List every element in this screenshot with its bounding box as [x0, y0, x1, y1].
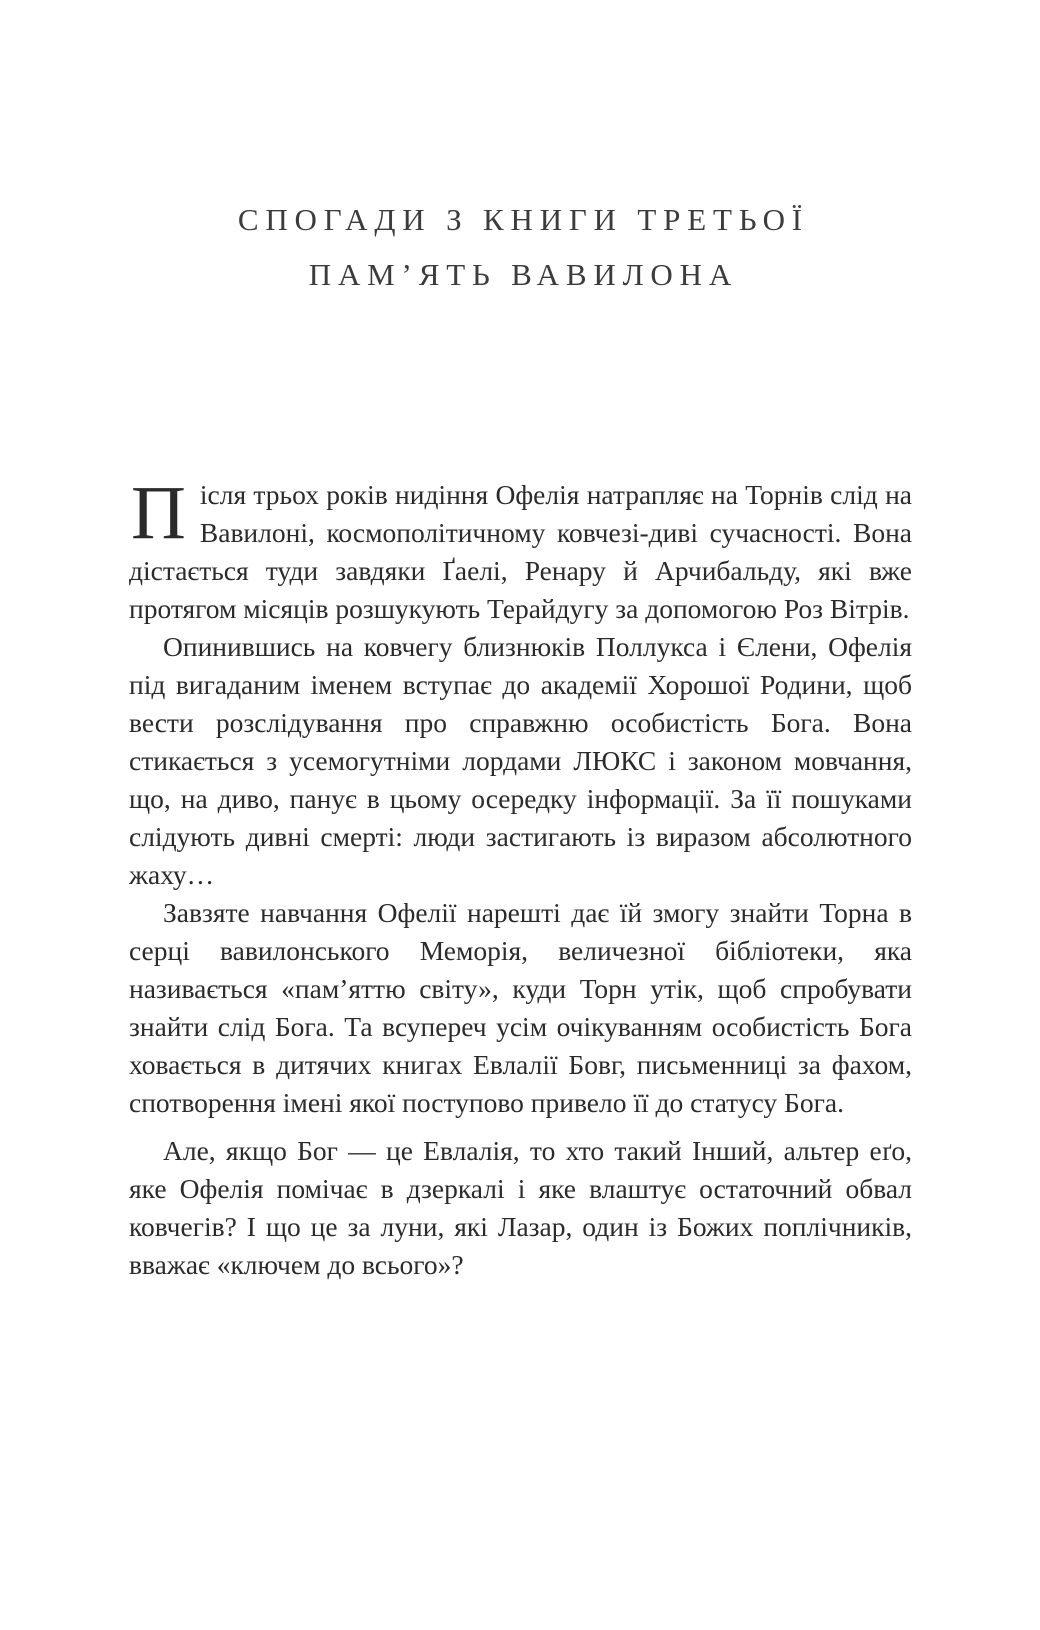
chapter-title-line-2: ПАМ’ЯТЬ ВАВИЛОНА: [308, 257, 739, 292]
body-text: [129, 471, 912, 1284]
paragraph-1: [129, 471, 912, 628]
drop-cap: П: [131, 471, 186, 555]
paragraph-3: Завзяте навчання Офелії нарешті дає їй змогу знайти Торна в серці вавилонського Меморія, величезної бібліотеки, яка називається «пам’яттю світу», куди Торн утік, щоб спробувати знайти слід Бога. Та всупереч усім очікуванням особистість Бога ховається в дитячих книгах Евлалії Бовг, письменниці за фахом, спотворення імені якої поступово привело її до статусу Бога.: [129, 897, 912, 1118]
chapter-title-line-1: СПОГАДИ З КНИГИ ТРЕТЬОЇ: [237, 202, 809, 237]
paragraph-1-text: ісля трьох років нидіння Офелія натрапляє на Торнів слід на Вавилоні, космополітичному ковчезі-диві сучасності. Вона дістається туди завдяки Ґаелі, Ренару й Арчибальду, які вже протягом місяців розшукують Терайдугу за допомогою Роз Вітрів.: [129, 479, 912, 624]
paragraph-2: Опинившись на ковчегу близнюків Поллукса і Єлени, Офелія під вигаданим іменем вступає до академії Хорошої Родини, щоб вести розслідування про справжню особистість Бога. Вона стикається з усемогутніми лордами ЛЮКС і законом мовчання, що, на диво, панує в цьому осередку інформації. За її пошуками слідують дивні смерті: люди застигають із виразом абсолютного жаху…: [129, 631, 912, 890]
paragraph-4: Але, якщо Бог — це Евлалія, то хто такий Інший, альтер еґо, яке Офелія помічає в дзеркалі і яке влаштує остаточний обвал ковчегів? І що це за луни, які Лазар, один із Божих поплічників, вважає «ключем до всього»?: [129, 1135, 912, 1280]
chapter-title: [0, 202, 1040, 312]
